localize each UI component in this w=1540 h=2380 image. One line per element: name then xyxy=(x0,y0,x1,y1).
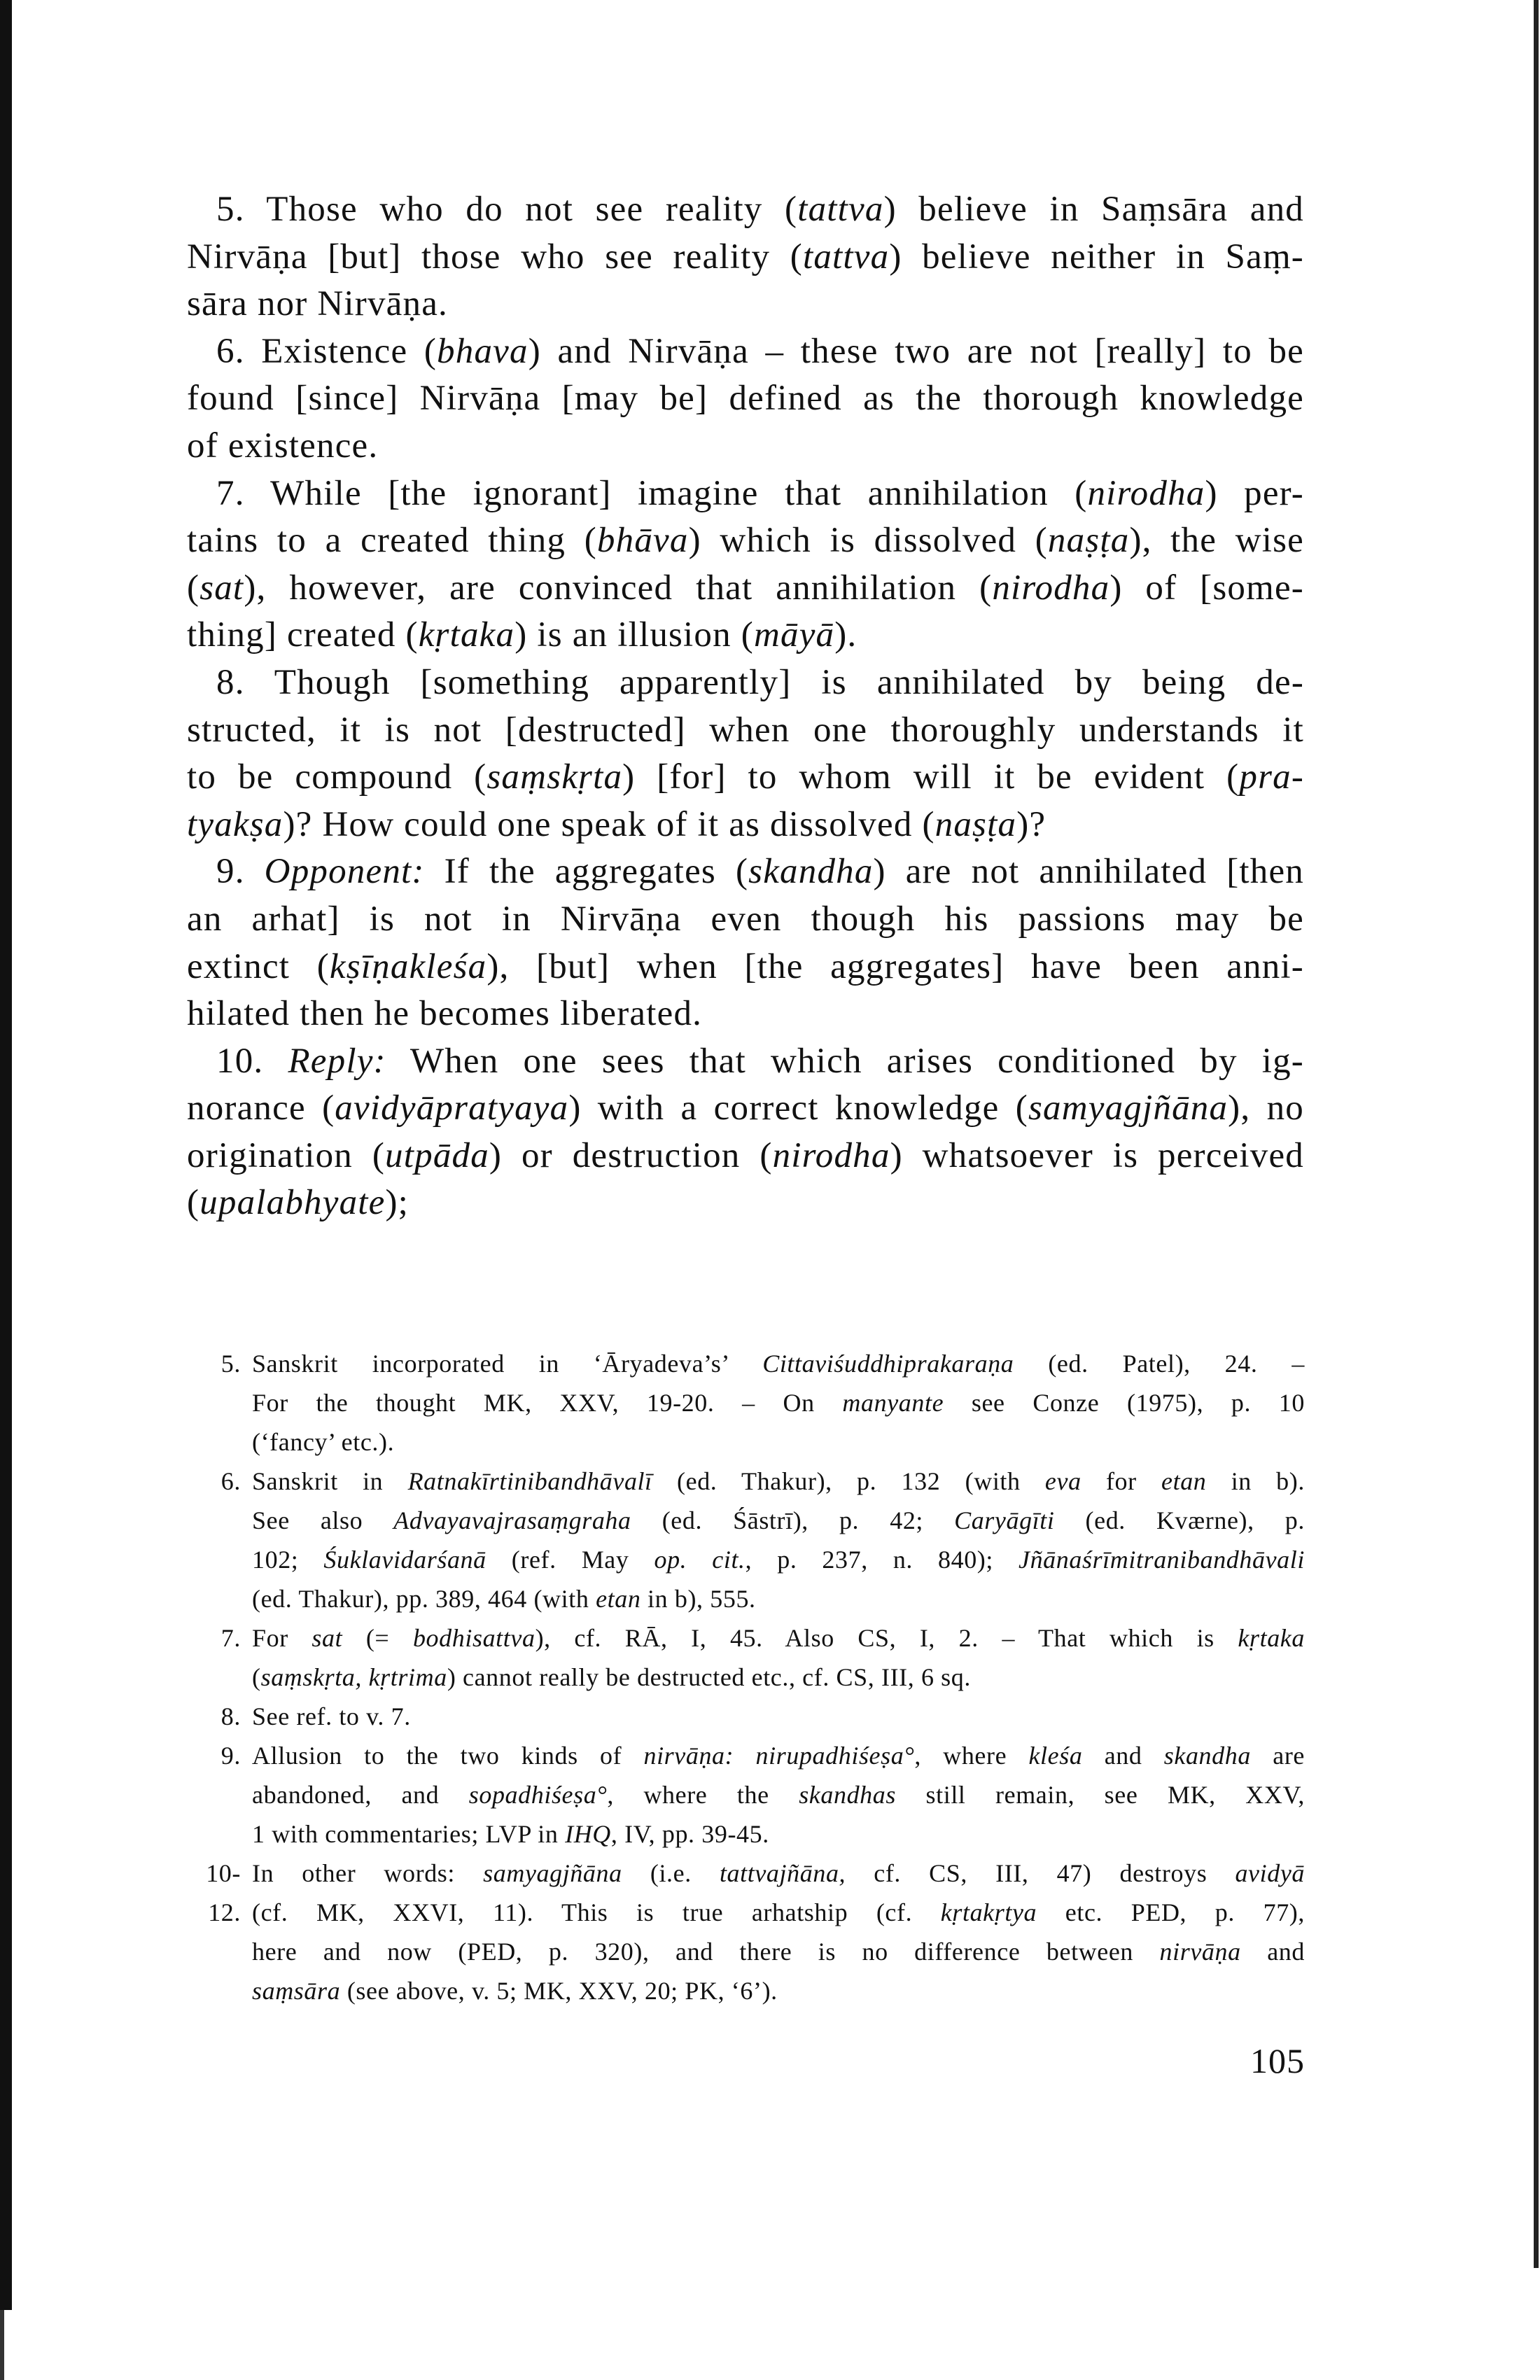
verse-paragraph xyxy=(187,186,1304,328)
text-line xyxy=(252,1775,1305,1814)
text-line xyxy=(252,1893,1305,1932)
text-run: ) whatsoever is perceived xyxy=(890,1135,1304,1175)
text-run: ) cannot really be destructed etc., cf. CS, III, 6 sq. xyxy=(447,1663,971,1691)
italic-term: skandha xyxy=(1163,1742,1251,1770)
text-run: (‘fancy’ etc.). xyxy=(252,1428,395,1456)
text-run: ) believe neither in Saṃ- xyxy=(889,237,1304,276)
italic-term: bhāva xyxy=(596,521,689,561)
footnote xyxy=(220,1618,1305,1697)
text-line xyxy=(252,1462,1305,1501)
footnote xyxy=(220,1344,1305,1462)
italic-term: nirodha xyxy=(772,1135,890,1175)
text-run: , where xyxy=(914,1742,1029,1770)
italic-term: etan xyxy=(1161,1467,1207,1495)
text-run: (ed. Thakur), p. 132 (with xyxy=(652,1467,1045,1495)
italic-term: nirvāṇa: nirupadhiśeṣa° xyxy=(643,1742,915,1770)
text-run: ) which is dissolved ( xyxy=(688,521,1048,561)
text-run: ( xyxy=(252,1663,261,1691)
text-line xyxy=(187,990,1304,1038)
footnote-number: 7. xyxy=(220,1624,241,1652)
text-run: an arhat] is not in Nirvāṇa even though his passions may be xyxy=(187,899,1304,939)
text-line xyxy=(252,1540,1305,1579)
italic-term: Śuklavidarśanā xyxy=(323,1546,486,1574)
text-run: (ed. Thakur), pp. 389, 464 (with xyxy=(252,1585,596,1613)
text-line xyxy=(252,1932,1305,1971)
text-run: , IV, pp. 39-45. xyxy=(610,1820,769,1848)
text-line xyxy=(252,1814,1305,1854)
verse-paragraph xyxy=(187,470,1304,659)
italic-term: tattvajñāna, xyxy=(719,1859,846,1887)
text-line xyxy=(252,1736,1305,1775)
main-text xyxy=(187,186,1304,1227)
text-run: ( xyxy=(187,568,200,608)
text-run: found [since] Nirvāṇa [may be] defined as the thorough knowledge xyxy=(187,379,1304,419)
italic-term: naṣṭa xyxy=(934,804,1017,844)
text-run: to be compound ( xyxy=(187,757,487,797)
text-run: are xyxy=(1250,1742,1305,1770)
footnote-number: 8. xyxy=(220,1702,241,1730)
text-run: For the thought MK, XXV, 19-20. – On xyxy=(252,1389,843,1417)
italic-term: māyā xyxy=(753,615,835,655)
text-run: still remain, see MK, XXV, xyxy=(896,1781,1306,1809)
text-run: ). xyxy=(834,615,858,655)
italic-term: Ratnakīrtinibandhāvalī xyxy=(407,1467,652,1495)
text-run: (= xyxy=(342,1624,413,1652)
italic-term: IHQ xyxy=(565,1820,611,1848)
text-run: norance ( xyxy=(187,1088,335,1128)
text-line xyxy=(187,848,1304,896)
italic-term: samyagjñāna xyxy=(483,1859,622,1887)
italic-term: saṃsāra xyxy=(252,1977,341,2005)
text-run: 10. xyxy=(216,1041,288,1081)
footnote-number: 6. xyxy=(220,1467,241,1495)
italic-term: sat xyxy=(312,1624,343,1652)
scan-edge-left-lower xyxy=(0,2310,4,2380)
verse-paragraph xyxy=(187,848,1304,1037)
italic-term: samyagjñāna xyxy=(1028,1088,1228,1128)
text-line xyxy=(187,1133,1304,1180)
text-line xyxy=(187,565,1304,612)
italic-term: Jñānaśrīmitranibandhāvali xyxy=(1018,1546,1305,1574)
text-line xyxy=(252,1854,1305,1893)
scan-edge-right xyxy=(1534,0,1539,2268)
text-run: origination ( xyxy=(187,1135,386,1175)
footnote-number: 9. xyxy=(220,1742,241,1770)
text-run: ), [but] when [the aggregates] have been anni- xyxy=(486,946,1304,986)
italic-term: saṃskṛta xyxy=(486,757,623,797)
footnote-number: 10-12. xyxy=(206,1859,241,1926)
text-run: for xyxy=(1081,1467,1162,1495)
text-line xyxy=(252,1971,1305,2010)
text-run: ), the wise xyxy=(1129,521,1304,561)
italic-term: tyakṣa xyxy=(187,804,284,844)
text-run: (ed. Śāstrī), p. 42; xyxy=(631,1506,955,1534)
text-run: ) are not annihilated [then xyxy=(873,852,1304,892)
text-line xyxy=(187,470,1304,518)
text-line xyxy=(252,1383,1305,1422)
text-line xyxy=(252,1658,1305,1697)
text-run: ), cf. RĀ, I, 45. Also CS, I, 2. – That which is xyxy=(535,1624,1238,1652)
italic-term: sopadhiśeṣa° xyxy=(468,1781,608,1809)
italic-term: Advayavajrasaṃgraha xyxy=(393,1506,631,1534)
italic-term: kṛtaka xyxy=(1238,1624,1305,1652)
italic-term: sat xyxy=(200,568,244,608)
text-run: abandoned, and xyxy=(252,1781,469,1809)
text-run: 8. Though [something apparently] is annihilated by being de- xyxy=(216,662,1304,702)
italic-term: kṣīṇakleśa xyxy=(329,946,487,986)
italic-term: nirodha xyxy=(992,568,1110,608)
italic-term: naṣṭa xyxy=(1047,521,1130,561)
italic-term: avidyā xyxy=(1235,1859,1305,1887)
text-run: extinct ( xyxy=(187,946,330,986)
italic-term: saṃskṛta, kṛtrima xyxy=(260,1663,447,1691)
text-run: ) and Nirvāṇa – these two are not [really] to be xyxy=(528,331,1305,371)
text-run: , where the xyxy=(607,1781,799,1809)
text-run: (ed. Patel), 24. – xyxy=(1014,1350,1305,1378)
text-run: in b), 555. xyxy=(640,1585,756,1613)
footnote xyxy=(220,1462,1305,1618)
text-run: hilated then he becomes liberated. xyxy=(187,994,703,1034)
text-run: 102; xyxy=(252,1546,324,1574)
italic-term: pra- xyxy=(1239,757,1305,797)
italic-term: kṛtakṛtya xyxy=(940,1898,1037,1926)
text-line xyxy=(187,234,1304,281)
page-number: 105 xyxy=(1250,2041,1305,2080)
scan-edge-left xyxy=(0,0,12,2310)
footnotes xyxy=(206,1344,1306,2010)
italic-term: eva xyxy=(1044,1467,1082,1495)
text-run: For xyxy=(252,1624,312,1652)
italic-term: Reply: xyxy=(288,1041,386,1081)
text-run: ) [for] to whom will it be evident ( xyxy=(622,757,1240,797)
italic-term: nirodha xyxy=(1087,473,1205,513)
text-line xyxy=(187,1180,1304,1227)
text-run: in b). xyxy=(1206,1467,1305,1495)
italic-term: etan xyxy=(596,1585,641,1613)
italic-term: skandha xyxy=(748,852,874,892)
text-run: )? How could one speak of it as dissolved ( xyxy=(283,804,935,844)
text-run: When one sees that which arises conditioned by ig- xyxy=(386,1041,1304,1081)
text-run: See ref. to v. 7. xyxy=(252,1702,411,1730)
text-run: 5. Those who do not see reality ( xyxy=(216,190,798,229)
italic-term: avidyāpratyaya xyxy=(335,1088,569,1128)
text-run: 1 with commentaries; LVP in xyxy=(252,1820,566,1848)
text-run: tains to a created thing ( xyxy=(187,521,597,561)
text-run: ) or destruction ( xyxy=(489,1135,773,1175)
text-run: Sanskrit in xyxy=(252,1467,408,1495)
text-run: 6. Existence ( xyxy=(216,331,438,371)
text-line xyxy=(187,1085,1304,1133)
text-line xyxy=(187,423,1304,470)
text-line xyxy=(187,375,1304,423)
italic-term: tattva xyxy=(797,190,884,229)
text-line xyxy=(252,1422,1305,1462)
text-run: ), however, are convinced that annihilation ( xyxy=(244,568,993,608)
text-run: and xyxy=(1240,1938,1305,1966)
text-line xyxy=(252,1579,1305,1618)
text-run: ) with a correct knowledge ( xyxy=(568,1088,1028,1128)
text-run: In other words: xyxy=(252,1859,484,1887)
italic-term: kṛtaka xyxy=(418,615,515,655)
italic-term: op. cit. xyxy=(654,1546,746,1574)
text-run: (i.e. xyxy=(622,1859,720,1887)
italic-term: kleśa xyxy=(1028,1742,1083,1770)
text-line xyxy=(252,1501,1305,1540)
italic-term: Opponent: xyxy=(264,852,425,892)
verse-paragraph xyxy=(187,328,1304,470)
text-run: ) believe in Saṃsāra and xyxy=(883,190,1304,229)
text-run: Nirvāṇa [but] those who see reality ( xyxy=(187,237,803,276)
text-line xyxy=(187,281,1304,328)
text-run: and xyxy=(1082,1742,1164,1770)
text-run: ) per- xyxy=(1205,473,1304,513)
footnote xyxy=(220,1697,1305,1736)
text-run: 7. While [the ignorant] imagine that annihilation ( xyxy=(216,473,1088,513)
text-run: ( xyxy=(187,1183,200,1223)
verse-paragraph xyxy=(187,659,1304,848)
text-line xyxy=(187,896,1304,944)
italic-term: Cittaviśuddhiprakaraṇa xyxy=(762,1350,1014,1378)
italic-term: bodhisattva xyxy=(412,1624,536,1652)
text-run: Sanskrit incorporated in ‘Āryadeva’s’ xyxy=(252,1350,763,1378)
text-run: sāra nor Nirvāṇa. xyxy=(187,284,448,324)
text-run: (ref. May xyxy=(486,1546,654,1574)
text-run: Allusion to the two kinds of xyxy=(252,1742,644,1770)
text-run: structed, it is not [destructed] when one thoroughly understands it xyxy=(187,710,1304,750)
italic-term: utpāda xyxy=(385,1135,489,1175)
footnote-number: 5. xyxy=(220,1350,241,1378)
text-line xyxy=(187,944,1304,991)
text-run: )? xyxy=(1016,804,1046,844)
text-line xyxy=(252,1697,1305,1736)
text-line xyxy=(252,1618,1305,1658)
italic-term: upalabhyate xyxy=(200,1183,386,1223)
text-run: ); xyxy=(385,1183,410,1223)
text-run: , p. 237, n. 840); xyxy=(745,1546,1018,1574)
footnote xyxy=(206,1854,1305,2010)
italic-term: skandhas xyxy=(799,1781,896,1809)
text-run: 9. xyxy=(216,852,265,892)
text-line xyxy=(187,186,1304,234)
text-run: ), no xyxy=(1228,1088,1304,1128)
text-run: thing] created ( xyxy=(187,615,419,655)
italic-term: bhava xyxy=(437,331,528,371)
italic-term: manyante xyxy=(842,1389,944,1417)
text-run: ) is an illusion ( xyxy=(514,615,754,655)
text-line xyxy=(187,802,1304,849)
italic-term: nirvāṇa xyxy=(1159,1938,1241,1966)
text-run: ) of [some- xyxy=(1110,568,1304,608)
text-run: cf. CS, III, 47) destroys xyxy=(846,1859,1236,1887)
text-line xyxy=(187,612,1304,659)
text-line xyxy=(187,659,1304,707)
text-run: here and now (PED, p. 320), and there is no difference between xyxy=(252,1938,1160,1966)
text-run: (ed. Kværne), p. xyxy=(1054,1506,1305,1534)
verse-paragraph xyxy=(187,1038,1304,1227)
text-run: of existence. xyxy=(187,426,379,465)
text-run: (cf. MK, XXVI, 11). This is true arhatship (cf. xyxy=(252,1898,941,1926)
italic-term: tattva xyxy=(802,237,890,276)
text-line xyxy=(187,328,1304,376)
italic-term: Caryāgīti xyxy=(954,1506,1055,1534)
text-run: see Conze (1975), p. 10 xyxy=(944,1389,1305,1417)
text-run: See also xyxy=(252,1506,394,1534)
footnote xyxy=(220,1736,1306,1854)
text-line xyxy=(187,517,1304,565)
text-line xyxy=(187,707,1304,755)
text-line xyxy=(187,754,1304,802)
text-run: etc. PED, p. 77), xyxy=(1037,1898,1305,1926)
text-run: If the aggregates ( xyxy=(424,852,749,892)
text-run: (see above, v. 5; MK, XXV, 20; PK, ‘6’). xyxy=(340,1977,778,2005)
text-line xyxy=(252,1344,1305,1383)
text-line xyxy=(187,1038,1304,1086)
